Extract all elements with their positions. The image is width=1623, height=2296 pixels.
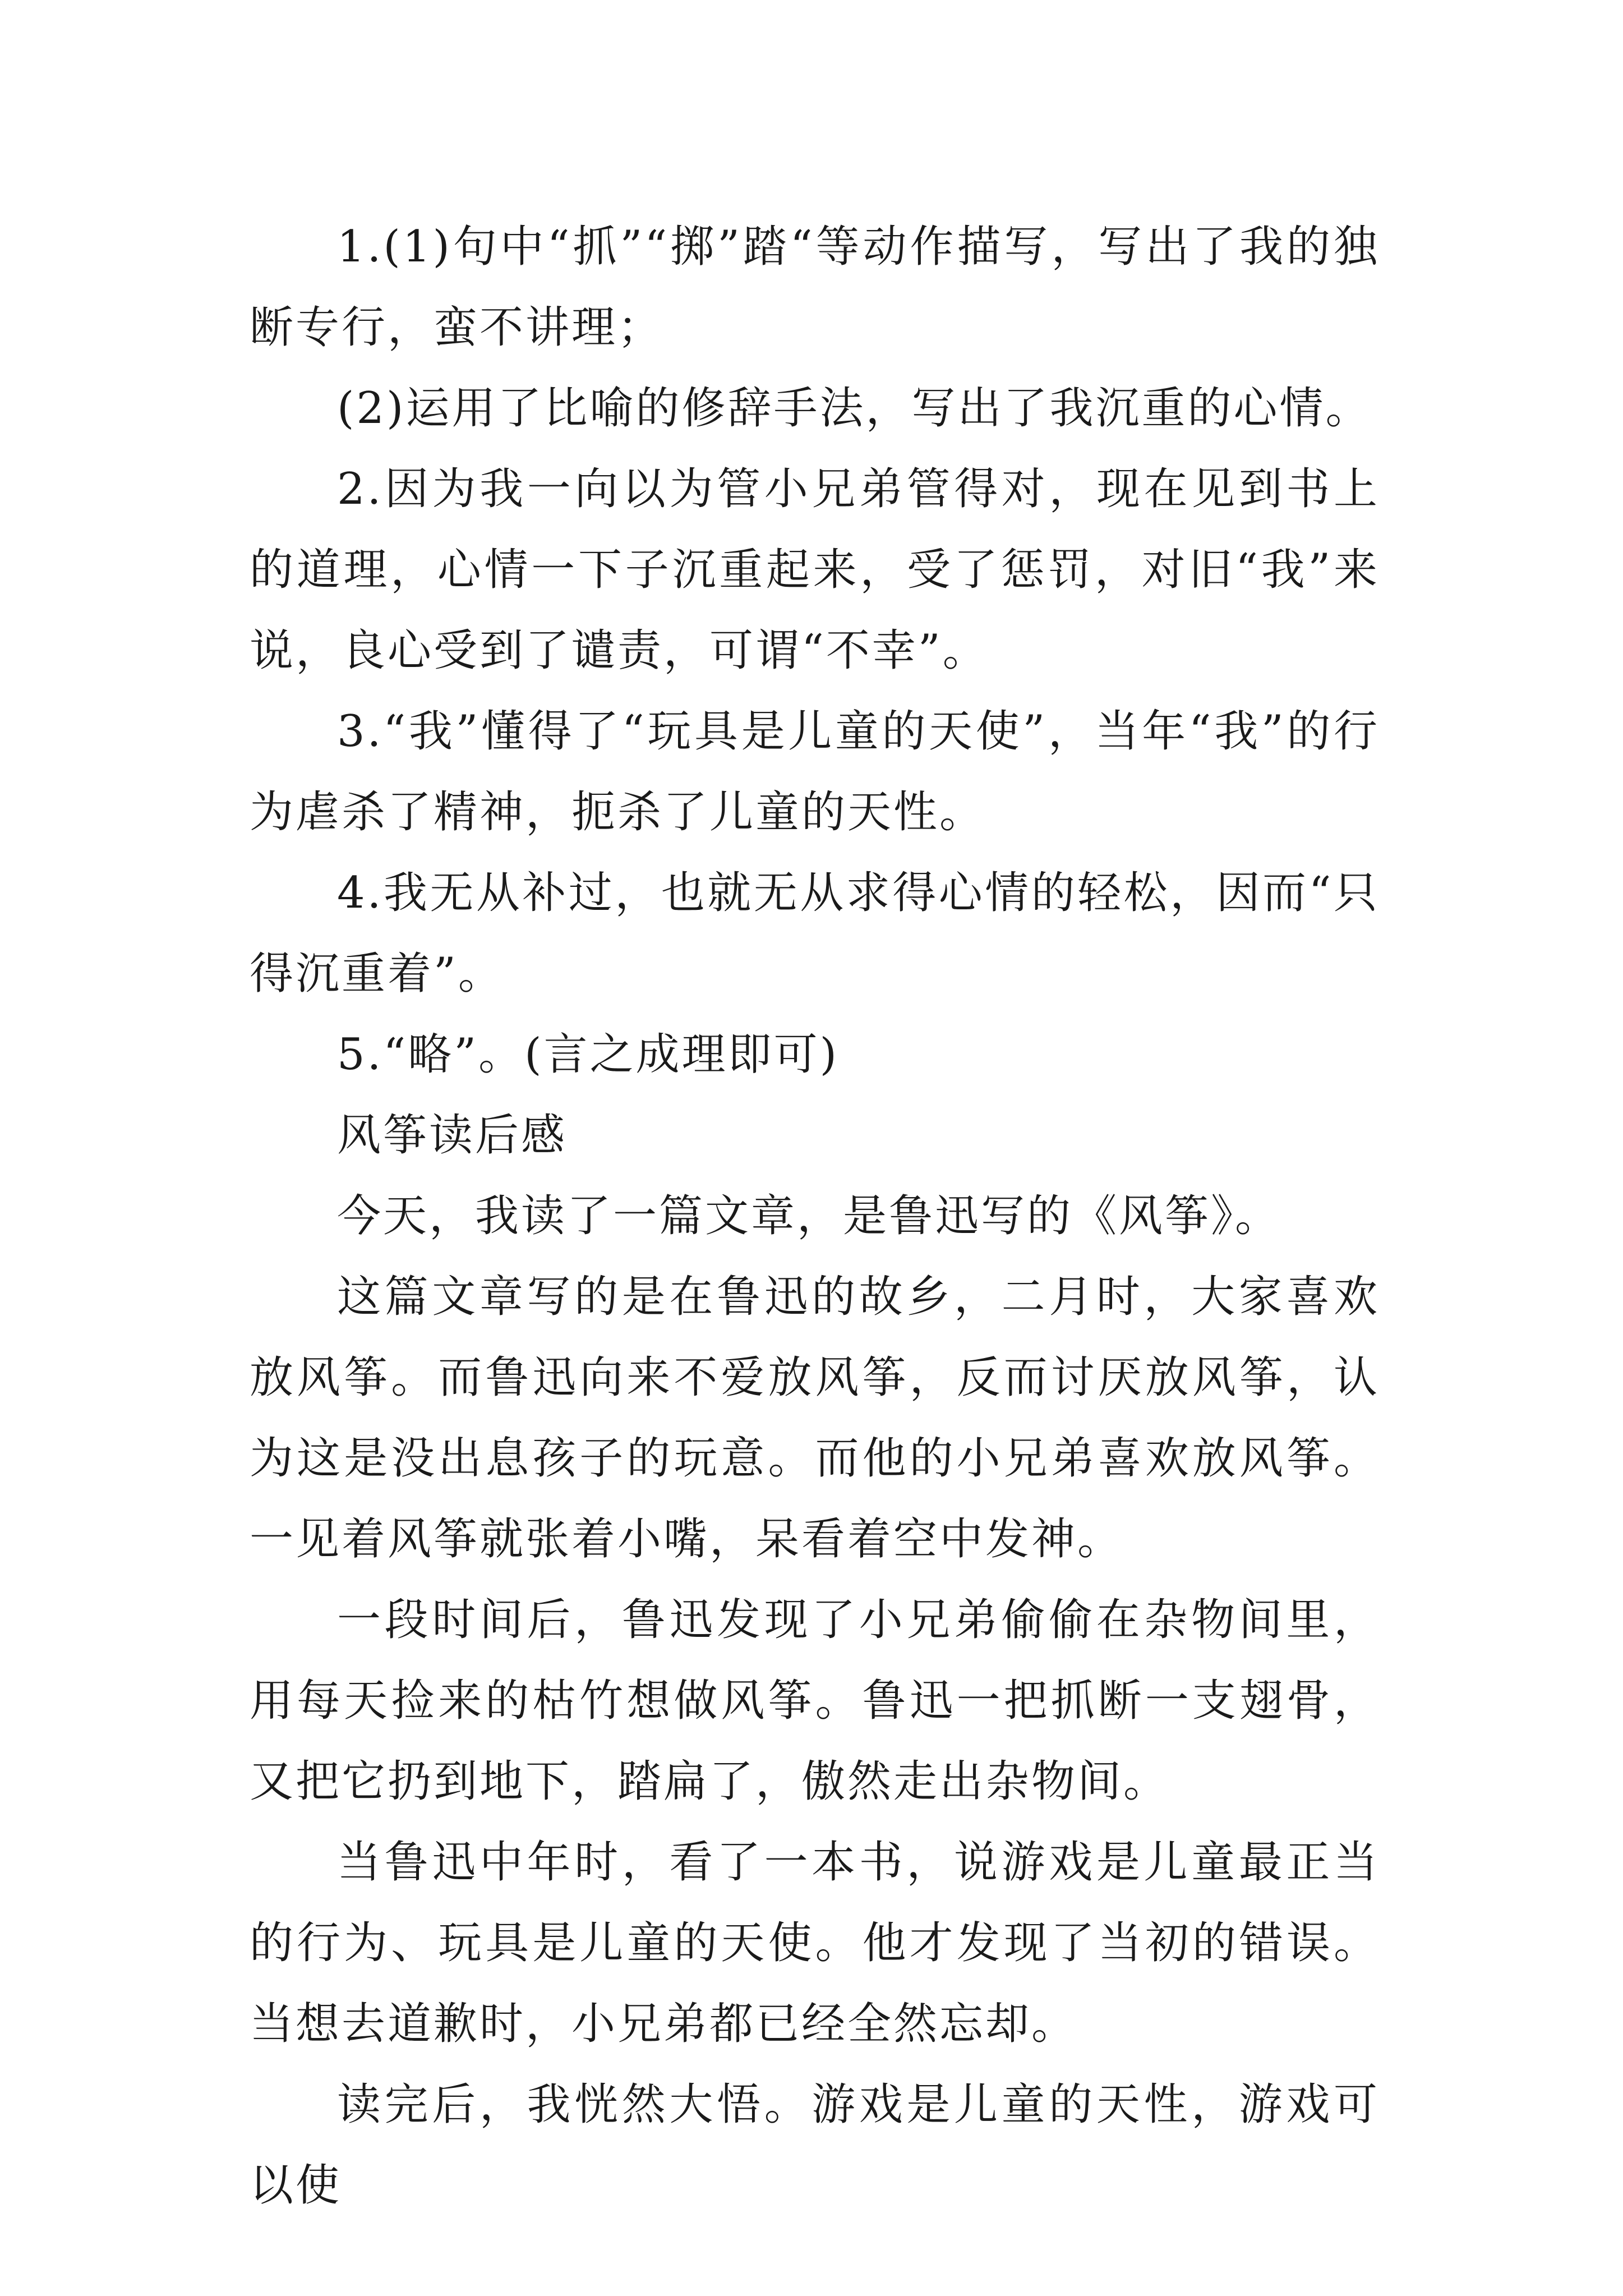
answer-3: 3.“我”懂得了“玩具是儿童的天使”，当年“我”的行为虐杀了精神，扼杀了儿童的天性。	[250, 706, 1380, 838]
answer-4: 4.我无从补过，也就无从求得心情的轻松，因而“只得沉重着”。	[250, 868, 1380, 999]
essay-paragraph: 今天，我读了一篇文章，是鲁迅写的《风筝》。	[337, 1191, 1281, 1241]
document-body	[250, 206, 1380, 2226]
answer-1-part-1: 1.(1)句中“抓”“掷”踏“等动作描写，写出了我的独断专行，蛮不讲理；	[250, 222, 1380, 353]
answer-1-part-2: (2)运用了比喻的修辞手法，写出了我沉重的心情。	[337, 383, 1372, 434]
answer-2: 2.因为我一向以为管小兄弟管得对，现在见到书上的道理，心情一下子沉重起来，受了惩罚，对旧“我”来说，良心受到了谴责，可谓“不幸”。	[250, 464, 1380, 676]
essay-paragraph: 当鲁迅中年时，看了一本书，说游戏是儿童最正当的行为、玩具是儿童的天使。他才发现了当初的错误。当想去道歉时，小兄弟都已经全然忘却。	[250, 1837, 1380, 2049]
essay-title: 风筝读后感	[337, 1110, 568, 1161]
answer-5: 5.“略”。(言之成理即可)	[337, 1029, 840, 1080]
essay-paragraph: 这篇文章写的是在鲁迅的故乡，二月时，大家喜欢放风筝。而鲁迅向来不爱放风筝，反而讨厌放风筝，认为这是没出息孩子的玩意。而他的小兄弟喜欢放风筝。一见着风筝就张着小嘴，呆看着空中发神。	[250, 1272, 1380, 1565]
essay-paragraph: 读完后，我恍然大悟。游戏是儿童的天性，游戏可以使	[250, 2079, 1380, 2211]
essay-paragraph: 一段时间后，鲁迅发现了小兄弟偷偷在杂物间里，用每天捡来的枯竹想做风筝。鲁迅一把抓断一支翅骨，又把它扔到地下，踏扁了，傲然走出杂物间。	[250, 1595, 1380, 1807]
